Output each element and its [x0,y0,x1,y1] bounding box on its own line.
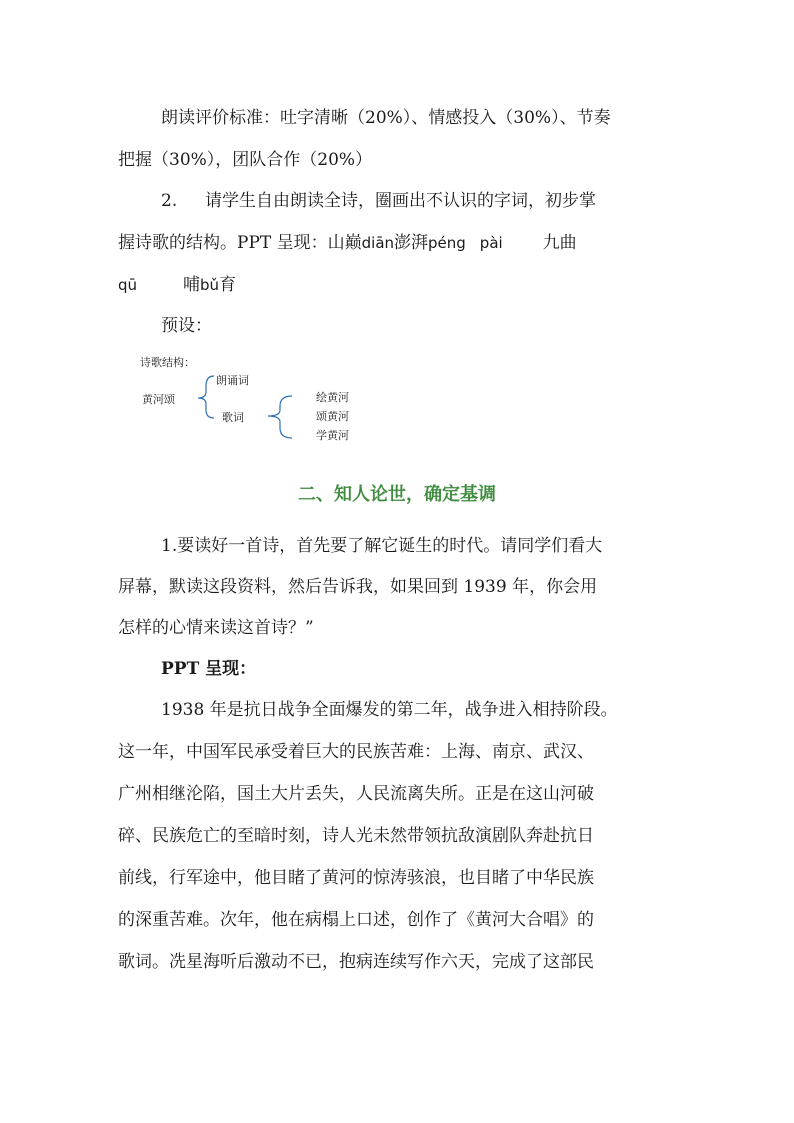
body-line: 碎、民族危亡的至暗时刻，诗人光未然带领抗敌演剧队奔赴抗日 [118,826,594,846]
section-2-title: 二、知人论世，确定基调 [298,484,496,505]
diagram-leaf-1: 绘黄河 [316,391,349,404]
question-line-2: 屏幕，默读这段资料，然后告诉我，如果回到 1939 年，你会用 [118,577,598,597]
body-line: 1938 年是抗日战争全面爆发的第二年，战争进入相持阶段。 [161,700,618,720]
word-jiuqu: 九曲 [542,233,577,253]
word-bu: 哺 [183,275,201,295]
pinyin-peng: péng [428,234,466,252]
poem-structure-diagram [140,352,380,447]
body-line: 歌词。冼星海听后激动不已，抱病连续写作六天，完成了这部民 [118,952,594,972]
diagram-branch-song: 歌词 [222,411,244,424]
diagram-leaf-3: 学黄河 [316,429,349,442]
pinyin-pai: pài [479,234,503,252]
brace-song [268,396,292,438]
item-2-number: 2. [161,191,178,211]
item-2-line-2 [118,233,577,253]
question-line-1: 1.要读好一首诗，首先要了解它诞生的时代。请同学们看大 [161,536,603,556]
body-line: 的深重苦难。次年，他在病榻上口述，创作了《黄河大合唱》的 [118,910,594,930]
question-line-3: 怎样的心情来读这首诗？” [118,618,314,638]
item-2-line-3 [118,275,236,295]
body-line: 前线，行军途中，他目睹了黄河的惊涛骇浪，也目睹了中华民族 [118,868,594,888]
diagram-branch-recite: 朗诵词 [216,374,249,387]
item-2-line-1 [161,191,596,211]
diagram-leaf-2: 颂黄河 [316,410,349,423]
body-line: 这一年，中国军民承受着巨大的民族苦难：上海、南京、武汉、 [118,742,594,762]
diagram-root: 黄河颂 [142,393,175,406]
preset-label: 预设： [161,316,212,336]
word-yu: 育 [219,275,237,295]
criteria-line-1: 朗读评价标准：吐字清晰（20%）、情感投入（30%）、节奏 [161,108,611,128]
item-2-text: 请学生自由朗读全诗，圈画出不认识的字词，初步掌 [205,191,596,211]
diagram-title: 诗歌结构： [140,356,195,369]
criteria-line-2: 把握（30%），团队合作（20%） [118,150,373,170]
brace-root [198,376,214,418]
word-pengpai: 澎湃 [394,233,429,253]
pinyin-dian: diān [361,234,395,252]
item-2-prefix: 握诗歌的结构。PPT 呈现：山巅 [118,233,362,253]
ppt-label: PPT 呈现： [161,659,257,679]
body-line: 广州相继沦陷，国土大片丢失，人民流离失所。正是在这山河破 [118,784,594,804]
pinyin-bu: bǔ [200,276,220,294]
pinyin-qu: qū [118,276,138,294]
